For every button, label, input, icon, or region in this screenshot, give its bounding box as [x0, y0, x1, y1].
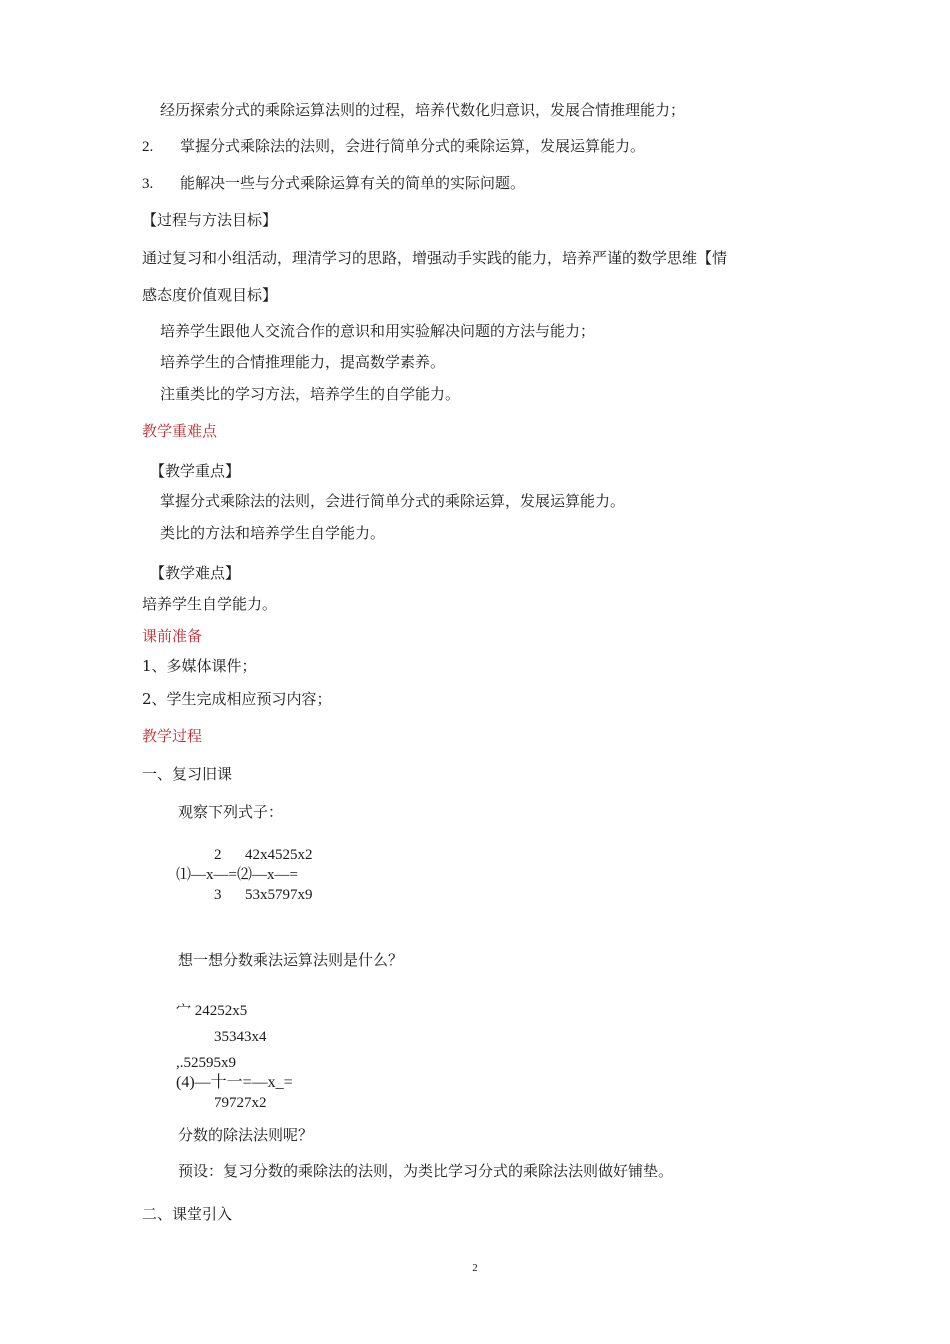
observe-prompt: 观察下列式子： — [178, 803, 284, 821]
page-number: 2 — [472, 1262, 478, 1274]
eq1-operator-line: ⑴—x—=⑵—x—= — [176, 867, 298, 883]
eq2-line-5: 79727x2 — [214, 1095, 267, 1111]
preset-note: 预设：复习分数的乘除法的法则，为类比学习分式的乘除法法则做好铺垫。 — [178, 1162, 674, 1180]
division-question: 分数的除法法则呢？ — [178, 1126, 314, 1144]
hard-point-heading: 【教学难点】 — [150, 564, 241, 582]
emotion-goal-2: 培养学生的合情推理能力，提高数学素养。 — [160, 353, 446, 371]
objective-3-text: 能解决一些与分式乘除运算有关的简单的实际问题。 — [180, 174, 526, 192]
hard-point-1: 培养学生自学能力。 — [142, 595, 278, 613]
key-point-2: 类比的方法和培养学生自学能力。 — [160, 524, 386, 542]
objective-line-1: 经历探索分式的乘除运算法则的过程，培养代数化归意识，发展合情推理能力； — [160, 101, 686, 119]
eq1-numerator-right: 42x4525x2 — [245, 847, 313, 863]
eq1-denominator-left: 3 — [214, 887, 222, 903]
process-method-text-a: 通过复习和小组活动，理清学习的思路，增强动手实践的能力，培养严谨的数学思维【情 — [142, 249, 728, 267]
process-method-text-b: 感态度价值观目标】 — [142, 286, 278, 304]
eq2-line-4: (4)—十一=—x_= — [176, 1074, 293, 1091]
preparation-heading: 课前准备 — [142, 627, 203, 645]
objective-3-number: 3. — [142, 176, 154, 192]
preparation-item-1: 1、多媒体课件； — [142, 657, 257, 675]
think-prompt: 想一想分数乘法运算法则是什么？ — [178, 951, 404, 969]
section-review-heading: 一、复习旧课 — [142, 765, 233, 783]
key-point-1: 掌握分式乘除法的法则，会进行简单分式的乘除运算，发展运算能力。 — [160, 492, 626, 510]
process-heading: 教学过程 — [142, 727, 203, 745]
section-intro-heading: 二、课堂引入 — [142, 1205, 233, 1223]
emotion-goal-3: 注重类比的学习方法，培养学生的自学能力。 — [160, 385, 461, 403]
eq1-numerator-left: 2 — [214, 847, 222, 863]
difficulty-heading: 教学重难点 — [142, 422, 218, 440]
eq1-denominator-right: 53x5797x9 — [245, 887, 313, 903]
objective-2-text: 掌握分式乘除法的法则，会进行简单分式的乘除运算，发展运算能力。 — [180, 137, 646, 155]
process-method-heading: 【过程与方法目标】 — [142, 211, 278, 229]
objective-2-number: 2. — [142, 139, 154, 155]
eq2-line-1: 宀 24252x5 — [176, 1003, 248, 1019]
emotion-goal-1: 培养学生跟他人交流合作的意识和用实验解决问题的方法与能力； — [160, 322, 596, 340]
preparation-item-2: 2、学生完成相应预习内容； — [142, 690, 332, 708]
key-point-heading: 【教学重点】 — [150, 462, 241, 480]
eq2-line-3: ,.52595x9 — [176, 1055, 236, 1071]
eq2-line-2: 35343x4 — [214, 1029, 267, 1045]
